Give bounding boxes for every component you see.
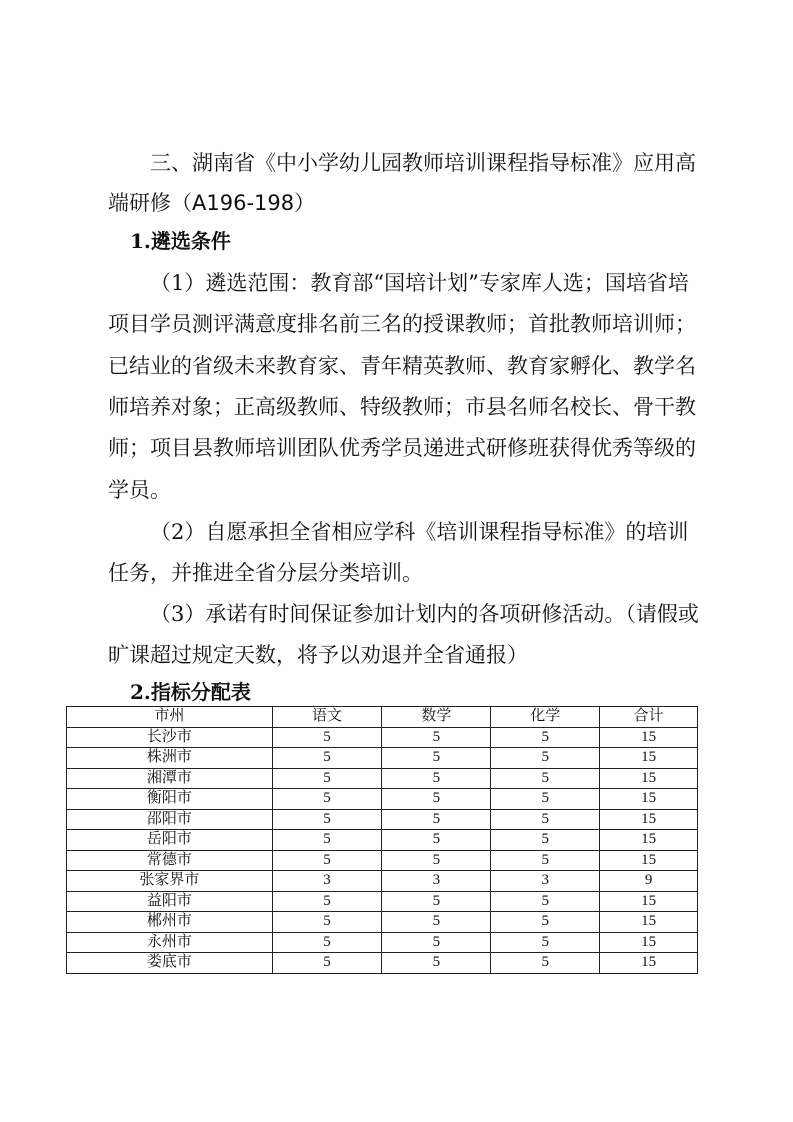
cell-city: 长沙市	[67, 727, 273, 748]
para1-line: 师；项目县教师培训团队优秀学员递进式研修班获得优秀等级的	[108, 436, 696, 460]
cell-total: 15	[600, 768, 698, 789]
cell-chemistry: 5	[491, 809, 600, 830]
cell-total: 15	[600, 891, 698, 912]
cell-math: 5	[382, 953, 491, 974]
cell-chemistry: 5	[491, 727, 600, 748]
header-math: 数学	[382, 707, 491, 728]
header-chinese: 语文	[272, 707, 382, 728]
para1-line: 学员。	[108, 478, 171, 502]
quota-table	[66, 706, 698, 974]
cell-city: 湘潭市	[67, 768, 273, 789]
cell-chemistry: 5	[491, 789, 600, 810]
table-row	[67, 789, 698, 810]
cell-city: 郴州市	[67, 912, 273, 933]
cell-chinese: 5	[272, 912, 382, 933]
cell-city: 岳阳市	[67, 830, 273, 851]
cell-chinese: 5	[272, 809, 382, 830]
cell-chemistry: 5	[491, 748, 600, 769]
cell-total: 15	[600, 953, 698, 974]
section1-heading: 1.遴选条件	[130, 229, 231, 253]
para3-line: （3）承诺有时间保证参加计划内的各项研修活动。（请假或	[150, 602, 699, 626]
cell-total: 15	[600, 830, 698, 851]
cell-chemistry: 5	[491, 830, 600, 851]
cell-math: 5	[382, 891, 491, 912]
header-total: 合计	[600, 707, 698, 728]
cell-total: 15	[600, 748, 698, 769]
section-title-line-2: 端研修（A196-198）	[108, 191, 316, 215]
cell-city: 衡阳市	[67, 789, 273, 810]
table-row	[67, 809, 698, 830]
table-header-row	[67, 707, 698, 728]
cell-chinese: 5	[272, 748, 382, 769]
cell-chinese: 5	[272, 953, 382, 974]
cell-math: 5	[382, 809, 491, 830]
cell-math: 5	[382, 789, 491, 810]
cell-chinese: 5	[272, 830, 382, 851]
section2-heading: 2.指标分配表	[130, 680, 251, 704]
table-row	[67, 891, 698, 912]
cell-chinese: 5	[272, 789, 382, 810]
cell-total: 15	[600, 727, 698, 748]
cell-chemistry: 5	[491, 932, 600, 953]
table-row	[67, 748, 698, 769]
para1-line: （1）遴选范围：教育部“国培计划”专家库人选；国培省培	[150, 271, 689, 295]
table-row	[67, 768, 698, 789]
cell-total: 15	[600, 850, 698, 871]
cell-math: 5	[382, 727, 491, 748]
cell-math: 5	[382, 748, 491, 769]
cell-math: 5	[382, 912, 491, 933]
cell-city: 邵阳市	[67, 809, 273, 830]
section-title-line-1: 三、湖南省《中小学幼儿园教师培训课程指导标准》应用高	[150, 151, 696, 175]
cell-total: 15	[600, 809, 698, 830]
cell-city: 娄底市	[67, 953, 273, 974]
cell-chinese: 5	[272, 850, 382, 871]
cell-chemistry: 5	[491, 850, 600, 871]
table-row	[67, 912, 698, 933]
table-row	[67, 850, 698, 871]
cell-chinese: 5	[272, 727, 382, 748]
cell-chemistry: 5	[491, 912, 600, 933]
cell-chinese: 5	[272, 932, 382, 953]
cell-city: 常德市	[67, 850, 273, 871]
table-row	[67, 830, 698, 851]
cell-total: 9	[600, 871, 698, 892]
cell-total: 15	[600, 912, 698, 933]
cell-chemistry: 5	[491, 891, 600, 912]
cell-chemistry: 5	[491, 953, 600, 974]
para3-line: 旷课超过规定天数，将予以劝退并全省通报）	[108, 643, 528, 667]
cell-chemistry: 3	[491, 871, 600, 892]
cell-chinese: 3	[272, 871, 382, 892]
cell-math: 3	[382, 871, 491, 892]
para1-line: 已结业的省级未来教育家、青年精英教师、教育家孵化、教学名	[108, 354, 696, 378]
cell-chemistry: 5	[491, 768, 600, 789]
cell-city: 张家界市	[67, 871, 273, 892]
cell-total: 15	[600, 789, 698, 810]
header-city: 市州	[67, 707, 273, 728]
header-chemistry: 化学	[491, 707, 600, 728]
cell-city: 益阳市	[67, 891, 273, 912]
cell-city: 永州市	[67, 932, 273, 953]
para2-line: （2）自愿承担全省相应学科《培训课程指导标准》的培训	[150, 520, 689, 544]
cell-city: 株洲市	[67, 748, 273, 769]
cell-math: 5	[382, 830, 491, 851]
table-row	[67, 871, 698, 892]
cell-math: 5	[382, 768, 491, 789]
cell-math: 5	[382, 850, 491, 871]
table-row	[67, 932, 698, 953]
table-row	[67, 727, 698, 748]
cell-chinese: 5	[272, 768, 382, 789]
para1-line: 项目学员测评满意度排名前三名的授课教师；首批教师培训师；	[108, 312, 696, 336]
cell-math: 5	[382, 932, 491, 953]
cell-chinese: 5	[272, 891, 382, 912]
cell-total: 15	[600, 932, 698, 953]
para2-line: 任务，并推进全省分层分类培训。	[108, 561, 423, 585]
table-row	[67, 953, 698, 974]
para1-line: 师培养对象；正高级教师、特级教师；市县名师名校长、骨干教	[108, 395, 696, 419]
